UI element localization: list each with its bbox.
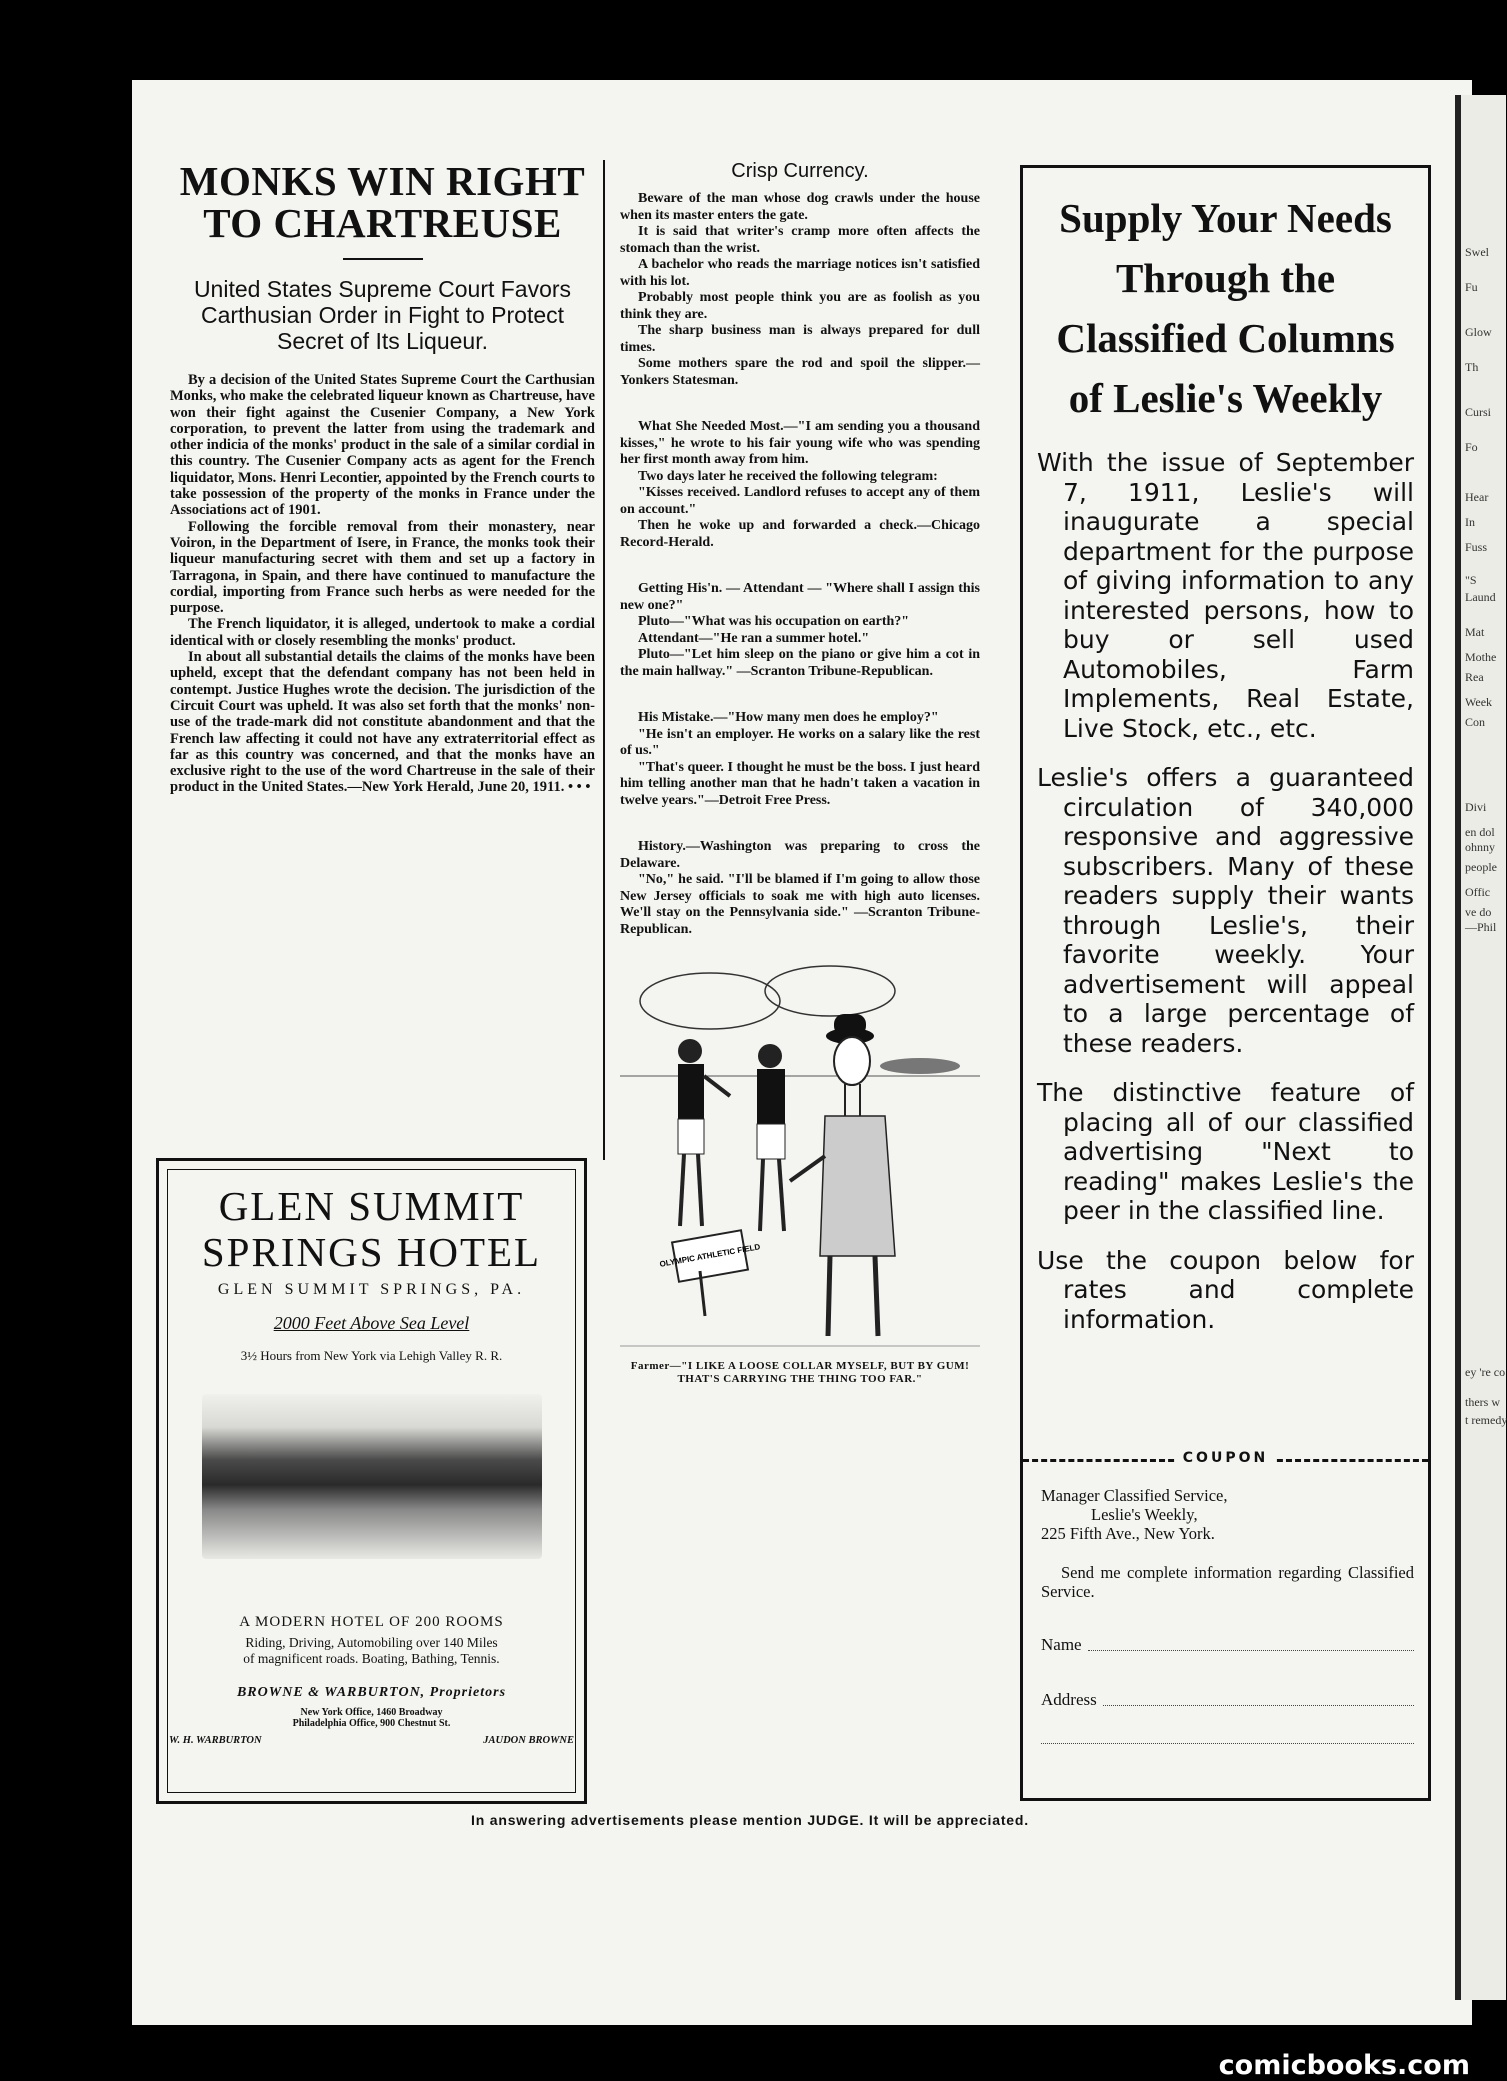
strip-fragment: Offic: [1465, 885, 1491, 899]
leslies-weekly-ad: [1020, 165, 1431, 1801]
ad-headline-2: Through the: [1115, 255, 1336, 301]
jokes-column: [620, 160, 980, 1386]
coupon-divider: [1023, 1450, 1428, 1466]
philly-office: Philadelphia Office, 900 Chestnut St.: [292, 1718, 451, 1729]
strip-fragment: "S: [1465, 573, 1477, 587]
strip-fragment: In: [1465, 515, 1475, 529]
adjacent-page-strip: [1455, 95, 1506, 2000]
strip-fragment: Hear: [1465, 490, 1489, 504]
strip-fragment: Divi: [1465, 800, 1487, 814]
extra-line[interactable]: [1041, 1743, 1414, 1744]
headline-line-2: TO CHARTREUSE: [203, 200, 562, 246]
spacer: [620, 389, 980, 419]
cartoon-drawing: [620, 956, 980, 1356]
article-body: [170, 372, 595, 796]
hotel-travel-time: 3½ Hours from New York via Lehigh Valley R. R.: [240, 1348, 503, 1363]
ad-paragraph-1: With the issue of September 7, 1911, Leslie's will inaugurate a special department for the purpose of giving information to any interested persons, how to buy or sell used Automobiles, Farm Implements, Real Estate, Live Stock, etc., etc.: [1037, 448, 1414, 743]
ny-office: New York Office, 1460 Broadway: [300, 1707, 443, 1718]
joke-line: "He isn't an employer. He works on a salary like the rest of us.": [620, 726, 980, 758]
footer-notice: In answering advertisements please mention JUDGE. It will be appreciated.: [471, 1812, 1029, 1828]
jokes-title: Crisp Currency.: [731, 160, 869, 182]
article-paragraph: In about all substantial details the claims of the monks have been upheld, except that the defendant company has not been held in contempt. Justice Hughes wrote the decision. The jurisdiction of the Circuit Court was upheld. It was also set forth that the monks' non-use of the trade-mark did not constitute abandonment and that the French law affecting it could not have any extraterritorial effect as far as this country was concerned, and that the monks have an exclusive right to the use of the word Chartreuse in the sale of their product in the United States.—New York Herald, June 20, 1911. • • •: [170, 649, 595, 796]
hotel-rooms: A MODERN HOTEL OF 200 ROOMS: [239, 1614, 504, 1630]
address-line[interactable]: [1103, 1690, 1414, 1706]
name-field[interactable]: [1041, 1635, 1414, 1655]
proprietor-right: JAUDON BROWNE: [483, 1735, 574, 1746]
site-watermark: comicbooks.com: [1218, 2050, 1470, 2081]
spacer: [620, 680, 980, 710]
address-line-1: Manager Classified Service,: [1041, 1486, 1228, 1505]
strip-fragment: Mothe: [1465, 650, 1497, 664]
strip-fragment: ey 're co: [1465, 1365, 1506, 1379]
subheadline: United States Supreme Court Favors Carthusian Order in Fight to Protect Secret of Its Liqueur.: [193, 276, 572, 354]
hotel-amenities-2: of magnificent roads. Boating, Bathing, Tennis.: [243, 1651, 500, 1666]
cartoon-caption: Farmer—"I LIKE A LOOSE COLLAR MYSELF, BUT BY GUM! THAT'S CARRYING THE THING TOO FAR.": [630, 1360, 970, 1385]
coupon-address: [1041, 1486, 1227, 1543]
hotel-elevation: 2000 Feet Above Sea Level: [273, 1313, 470, 1333]
ad-inner-border: [167, 1169, 576, 1793]
strip-fragment: Fu: [1465, 280, 1478, 294]
joke-line: Attendant—"He ran a summer hotel.": [638, 630, 870, 646]
spacer: [620, 809, 980, 839]
strip-fragment: Glow: [1465, 325, 1492, 339]
joke-line: Pluto—"What was his occupation on earth?": [638, 614, 910, 629]
strip-fragment: Con: [1465, 715, 1486, 729]
strip-fragment: Rea: [1465, 670, 1484, 684]
joke-line: "That's queer. I thought he must be the boss. I just heard him telling another man that he hadn't taken a vacation in twelve years."—Detroit Free Press.: [620, 759, 980, 808]
joke-line: The sharp business man is always prepared for dull times.: [620, 323, 980, 355]
strip-fragment: Th: [1465, 360, 1479, 374]
coupon-request-text: Send me complete information regarding Classified Service.: [1041, 1563, 1414, 1601]
strip-fragment: t remedy: [1465, 1413, 1507, 1427]
strip-fragment: Cursi: [1465, 405, 1492, 419]
strip-fragment: Mat: [1465, 625, 1485, 639]
joke-line: A bachelor who reads the marriage notices isn't satisfied with his lot.: [620, 257, 980, 289]
strip-fragment: Week: [1465, 695, 1493, 709]
joke-line: "No," he said. "I'll be blamed if I'm going to allow those New Jersey officials to soak me with high auto licenses. We'll stay on the Pennsylvania side." —Scranton Tribune-Republican.: [620, 872, 980, 937]
joke-line: Beware of the man whose dog crawls under the house when its master enters the gate.: [620, 191, 980, 223]
hotel-title-1: GLEN SUMMIT: [218, 1183, 525, 1229]
joke-line: Getting His'n. — Attendant — "Where shall I assign this new one?": [620, 581, 980, 613]
article-paragraph: Following the forcible removal from their monastery, near Voiron, in the Department of Isere, in France, the monks took their liqueur manufacturing secret with them and set up a factory in Tarragona, in Spain, and there have continued to manufacture the cordial, importing from France such herbs as were needed for the purpose.: [170, 518, 595, 617]
strip-fragment: ve do: [1465, 905, 1492, 919]
address-line-3: 225 Fifth Ave., New York.: [1041, 1524, 1215, 1543]
strip-fragment: Laund: [1465, 590, 1496, 604]
hotel-amenities-1: Riding, Driving, Automobiling over 140 Miles: [245, 1635, 498, 1650]
ad-headline-4: of Leslie's Weekly: [1068, 375, 1383, 421]
address-label: Address: [1041, 1690, 1097, 1709]
name-label: Name: [1041, 1635, 1082, 1654]
ad-headline-3: Classified Columns: [1056, 315, 1395, 361]
joke-line: Then he woke up and forwarded a check.—Chicago Record-Herald.: [620, 518, 980, 550]
strip-fragment: Fuss: [1465, 540, 1488, 554]
strip-fragment: en dol: [1465, 825, 1495, 839]
joke-line: Pluto—"Let him sleep on the piano or give him a cot in the main hallway." —Scranton Tribune-Republican.: [620, 647, 980, 679]
joke-line: History.—Washington was preparing to cross the Delaware.: [620, 839, 980, 871]
cartoon-illustration: [620, 956, 980, 1356]
coupon-label: COUPON: [1177, 1450, 1274, 1466]
spacer: [620, 551, 980, 581]
joke-line: His Mistake.—"How many men does he employ?": [638, 710, 939, 725]
strip-fragment: thers w: [1465, 1395, 1500, 1409]
joke-line: Probably most people think you are as foolish as you think they are.: [620, 290, 980, 322]
glen-summit-ad: [156, 1158, 587, 1804]
divider: [343, 258, 423, 260]
joke-line: It is said that writer's cramp more often affects the stomach than the wrist.: [620, 224, 980, 256]
strip-fragment: people: [1465, 860, 1497, 874]
hotel-proprietors: BROWNE & WARBURTON, Proprietors: [236, 1685, 507, 1700]
ad-paragraph-3: The distinctive feature of placing all of our classified advertising "Next to reading" makes Leslie's the peer in the classified line.: [1037, 1078, 1414, 1225]
ad-headline-1: Supply Your Needs: [1059, 195, 1392, 241]
strip-fragment: —Phil: [1465, 920, 1497, 934]
name-line[interactable]: [1088, 1635, 1414, 1651]
column-rule: [603, 160, 605, 1160]
address-field[interactable]: [1041, 1690, 1414, 1710]
article-paragraph: The French liquidator, it is alleged, undertook to make a cordial identical with or closely resembling the monks' product.: [170, 616, 595, 649]
ad-paragraph-2: Leslie's offers a guaranteed circulation of 340,000 responsive and aggressive subscribers. Many of these readers supply their wants through Leslie's, their favorite weekly. Your advertisement will appeal to a large percentage of these readers.: [1037, 763, 1414, 1058]
sign-text: OLYMPIC ATHLETIC FIELD: [658, 1242, 761, 1269]
article-column: [170, 160, 595, 796]
joke-line: What She Needed Most.—"I am sending you a thousand kisses," he wrote to his fair young wife who was spending her first month away from him.: [620, 419, 980, 467]
extra-field[interactable]: [1041, 1743, 1414, 1748]
article-paragraph: By a decision of the United States Supreme Court the Carthusian Monks, who make the celebrated liqueur known as Chartreuse, have won their fight against the Cusenier Company, a New York corporation, to prevent the latter from using the trademark and other indicia of the monks' product in the sale of a similar cordial in this country. The Cusenier Company acts as agent for the French liquidator, Mons. Henri Lecontier, appointed by the French courts to take possession of the property of the monks in France under the Associations act of 1901.: [170, 372, 595, 519]
ad-paragraph-4: Use the coupon below for rates and complete information.: [1037, 1245, 1414, 1334]
headline-line-1: MONKS WIN RIGHT: [179, 158, 586, 204]
proprietor-left: W. H. WARBURTON: [169, 1735, 262, 1746]
strip-fragment: Fo: [1465, 440, 1478, 454]
strip-fragment: Swel: [1465, 245, 1489, 259]
hotel-title-2: SPRINGS HOTEL: [201, 1229, 542, 1275]
joke-line: Two days later he received the following telegram:: [638, 468, 938, 484]
strip-fragment: ohnny: [1465, 840, 1495, 854]
joke-line: Some mothers spare the rod and spoil the slipper.—Yonkers Statesman.: [620, 356, 980, 388]
joke-line: "Kisses received. Landlord refuses to accept any of them on account.": [620, 485, 980, 517]
address-line-2: Leslie's Weekly,: [1091, 1505, 1198, 1524]
hotel-location: GLEN SUMMIT SPRINGS, PA.: [217, 1281, 526, 1298]
